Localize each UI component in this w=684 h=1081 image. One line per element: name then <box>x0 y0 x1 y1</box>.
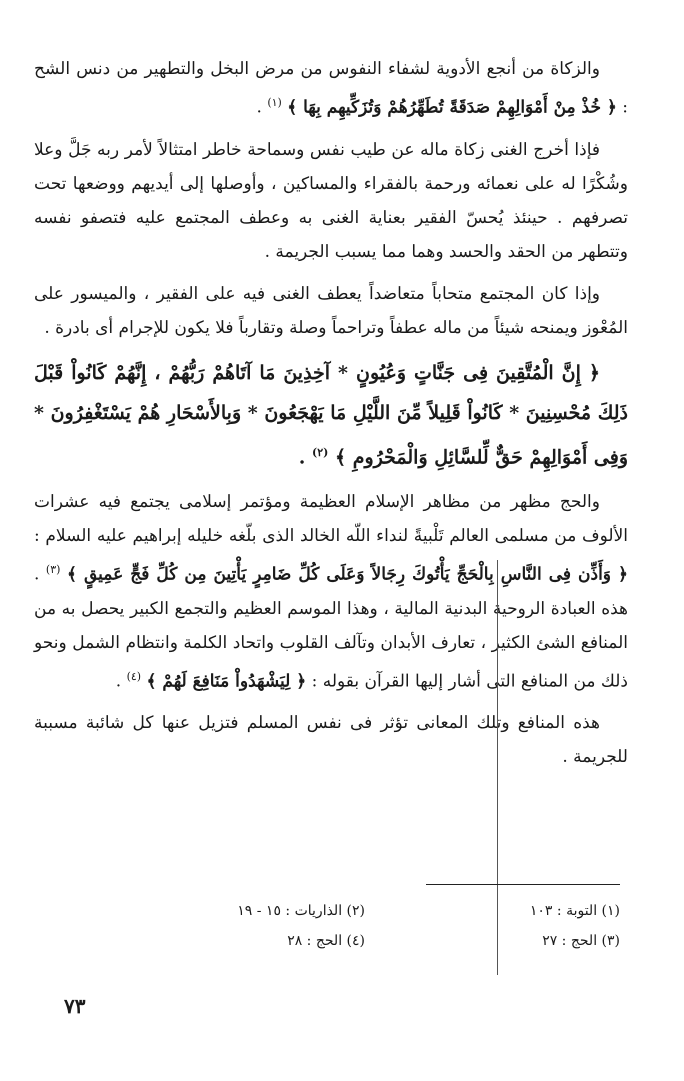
paragraph-rich-giving <box>34 133 628 269</box>
quran-quote: ﴿ لِيَشْهَدُواْ مَنَافِعَ لَهُمْ ﴾ <box>146 671 307 692</box>
footnotes <box>110 900 620 952</box>
footnote-divider <box>426 884 620 885</box>
quran-quote: ﴿ وَأَذِّن فِى النَّاسِ بِالْحَجِّ يَأْتُوكَ رِجَالاً وَعَلَى كُلِّ ضَامِرٍ يَأْتِينَ مِن كُلِّ فَجٍّ عَمِيقٍ ﴾ <box>66 564 629 585</box>
paragraph-closing <box>34 706 628 774</box>
footnote-4: (٤) الحج : ٢٨ <box>287 933 365 949</box>
paragraph-text: فإذا أخرج الغنى زكاة ماله عن طيب نفس وسماحة خاطر امتثالاً لأمر ربه جَلَّ وعلا وشُكْرًا له على نعمائه ورحمة بالفقراء والمساكين ، وأوصلها إلى أيديهم ووضعها تحت تصرفهم . حينئذ يُحسّ الفقير بعناية الغنى به وعطف المجتمع عليه فتصفو نفسه وتتطهر من الحقد والحسد وهما مما يسبب الجريمة . <box>34 139 628 262</box>
footnote-ref: (١) <box>267 96 282 109</box>
footnote-ref: (٣) <box>45 562 61 576</box>
paragraph-text: . هذه العبادة الروحية البدنية المالية ، وهذا الموسم العظيم والتجمع الكبير يحصل به من المنافع الشئ الكثير ، تعارف الأبدان وتآلف القلوب واتحاد الكلمة وانتظام الشمل ونحو ذلك من المنافع التى أشار إليها القرآن بقوله : <box>34 564 628 692</box>
sentence-end: . <box>298 445 312 468</box>
paragraph-society <box>34 277 628 345</box>
quran-verse-block <box>34 353 628 477</box>
paragraph-text: هذه المنافع وتلك المعانى تؤثر فى نفس المسلم فتزيل عنها كل شائبة مسببة للجريمة . <box>34 713 628 768</box>
footnote-2: (٢) الذاريات : ١٥ - ١٩ <box>237 903 365 919</box>
footnote-ref: (٤) <box>126 669 142 683</box>
sentence-end: . <box>256 97 268 118</box>
quran-verse-text: ﴿ إِنَّ الْمُتَّقِينَ فِى جَنَّاتٍ وَعُيُونٍ * آخِذِينَ مَا آتَاهُمْ رَبُّهُمْ ، إِنَّهُمْ كَانُواْ قَبْلَ ذَلِكَ مُحْسِنِينَ * كَانُواْ قَلِيلاً مِّنَ اللَّيْلِ مَا يَهْجَعُونَ * وَبِالأَسْحَارِ هُمْ يَسْتَغْفِرُونَ * وَفِى أَمْوَالِهِمْ حَقٌّ لِّلسَّائِلِ وَالْمَحْرُومِ ﴾ <box>34 361 628 468</box>
paragraph-text: وإذا كان المجتمع متحاباً متعاضداً يعطف الغنى فيه على الفقير ، والميسور على المُعْوز ويمنحه شيئاً من ماله عطفاً وتراحماً وصلة وتقارباً فلا يكون للإجرام أى بادرة . <box>34 283 628 338</box>
sentence-end: . <box>115 671 127 692</box>
page-body <box>34 52 628 782</box>
paragraph-text: والحج مظهر من مظاهر الإسلام العظيمة ومؤتمر إسلامى يجتمع فيه عشرات الألوف من مسلمى العالم تَلْبيةً لنداء اللّه الخالد الذى بلّغه خليله إبراهيم عليه السلام : <box>34 491 628 546</box>
quran-quote: ﴿ خُذْ مِنْ أَمْوَالِهِمْ صَدَقَةً تُطَهِّرُهُمْ وَتُزَكِّيهِم بِهَا ﴾ <box>287 97 617 118</box>
footnote-1: (١) التوبة : ١٠٣ <box>529 903 620 919</box>
paragraph-hajj <box>34 485 628 698</box>
page-number: ٧٣ <box>64 994 86 1018</box>
footnote-3: (٣) الحج : ٢٧ <box>542 933 620 949</box>
paragraph-zakat <box>34 52 628 125</box>
paragraph-text: والزكاة من أنجع الأدوية لشفاء النفوس من مرض البخل والتطهير من دنس الشح : <box>34 59 628 118</box>
footnote-ref: (٢) <box>311 445 329 459</box>
